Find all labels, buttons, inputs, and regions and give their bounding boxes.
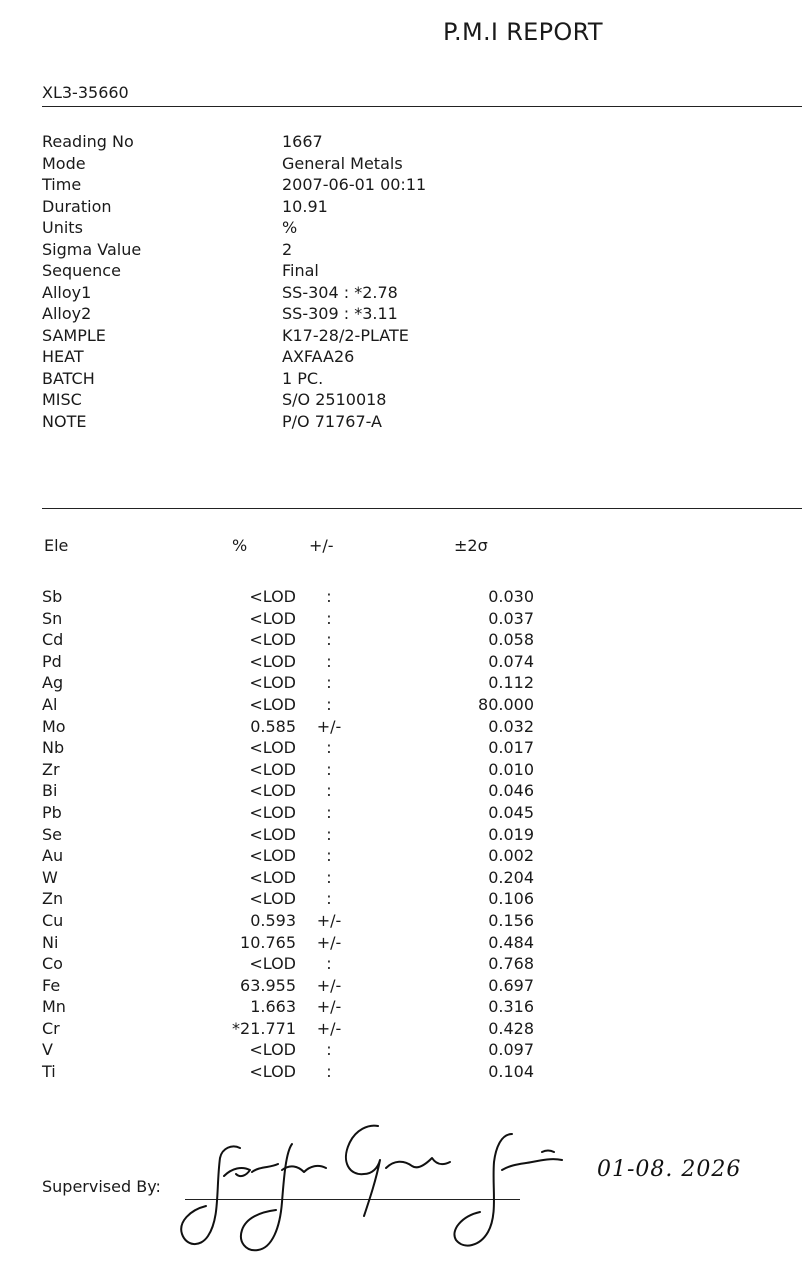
table-row: [42, 910, 534, 932]
table-row: [42, 953, 534, 975]
detail-value: SS-304 : *2.78: [282, 282, 398, 302]
element-cell: Pb: [42, 802, 62, 822]
table-row: [42, 996, 534, 1018]
two-sigma-cell: 0.032: [488, 716, 534, 736]
percent-cell: <LOD: [249, 802, 296, 822]
table-row: [42, 1061, 534, 1083]
plus-minus-cell: :: [326, 802, 332, 822]
instrument-id: XL3-35660: [42, 83, 129, 102]
two-sigma-cell: 0.428: [488, 1018, 534, 1038]
plus-minus-cell: +/-: [316, 716, 342, 736]
plus-minus-cell: :: [326, 673, 332, 693]
table-row: [42, 672, 534, 694]
element-cell: Ni: [42, 932, 59, 952]
table-row: [42, 608, 534, 630]
element-cell: Zr: [42, 759, 60, 779]
element-cell: Cr: [42, 1018, 60, 1038]
percent-cell: <LOD: [249, 867, 296, 887]
two-sigma-cell: 80.000: [478, 694, 534, 714]
detail-row: [42, 368, 426, 390]
detail-row: [42, 217, 426, 239]
detail-label: Mode: [42, 153, 86, 173]
detail-label: Units: [42, 218, 83, 237]
detail-label: HEAT: [42, 347, 84, 366]
detail-label: MISC: [42, 390, 82, 409]
element-cell: Se: [42, 824, 62, 844]
percent-cell: <LOD: [249, 738, 296, 758]
percent-cell: <LOD: [249, 846, 296, 866]
plus-minus-cell: :: [326, 759, 332, 779]
two-sigma-cell: 0.074: [488, 651, 534, 671]
two-sigma-cell: 0.097: [488, 1040, 534, 1060]
table-body: [42, 586, 534, 1083]
two-sigma-cell: 0.046: [488, 781, 534, 801]
handwritten-signature: [180, 1118, 580, 1253]
detail-label: Duration: [42, 196, 112, 216]
percent-cell: <LOD: [249, 889, 296, 909]
plus-minus-cell: +/-: [316, 910, 342, 930]
table-row: [42, 586, 534, 608]
two-sigma-cell: 0.112: [488, 673, 534, 693]
two-sigma-cell: 0.058: [488, 630, 534, 650]
percent-cell: <LOD: [249, 1062, 296, 1082]
table-row: [42, 780, 534, 802]
divider-middle: [42, 508, 802, 509]
element-cell: Zn: [42, 889, 64, 909]
two-sigma-cell: 0.697: [488, 975, 534, 995]
plus-minus-cell: +/-: [316, 1018, 342, 1038]
table-row: [42, 888, 534, 910]
table-row: [42, 975, 534, 997]
detail-value: P/O 71767-A: [282, 411, 382, 431]
plus-minus-cell: :: [326, 738, 332, 758]
plus-minus-cell: :: [326, 694, 332, 714]
plus-minus-cell: +/-: [316, 975, 342, 995]
detail-value: SS-309 : *3.11: [282, 304, 398, 323]
detail-row: [42, 325, 426, 347]
percent-cell: <LOD: [249, 587, 296, 606]
element-cell: Co: [42, 954, 63, 974]
detail-label: Sequence: [42, 261, 121, 280]
detail-value: 10.91: [282, 196, 328, 216]
two-sigma-cell: 0.017: [488, 738, 534, 758]
element-cell: W: [42, 867, 58, 887]
two-sigma-cell: 0.037: [488, 608, 534, 628]
element-cell: Cd: [42, 630, 64, 650]
percent-cell: <LOD: [249, 824, 296, 844]
detail-value: Final: [282, 261, 319, 280]
detail-label: Reading No: [42, 132, 134, 151]
handwritten-date: 01-08. 2026: [597, 1157, 742, 1182]
element-cell: Bi: [42, 781, 58, 801]
two-sigma-cell: 0.316: [488, 997, 534, 1017]
table-row: [42, 651, 534, 673]
percent-cell: 0.593: [250, 910, 296, 930]
table-row: [42, 802, 534, 824]
percent-cell: <LOD: [249, 608, 296, 628]
header-two-sigma: ±2σ: [454, 536, 488, 555]
table-row: [42, 1018, 534, 1040]
detail-label: Alloy2: [42, 304, 92, 323]
element-cell: Ag: [42, 673, 64, 693]
two-sigma-cell: 0.002: [488, 846, 534, 866]
table-row: [42, 694, 534, 716]
percent-cell: 63.955: [240, 975, 296, 995]
two-sigma-cell: 0.045: [488, 802, 534, 822]
table-row: [42, 845, 534, 867]
detail-label: Sigma Value: [42, 239, 142, 259]
divider-top: [42, 106, 802, 107]
detail-value: 1667: [282, 132, 323, 151]
percent-cell: <LOD: [249, 759, 296, 779]
percent-cell: 1.663: [250, 997, 296, 1017]
plus-minus-cell: :: [326, 630, 332, 650]
element-cell: Sn: [42, 608, 63, 628]
two-sigma-cell: 0.010: [488, 759, 534, 779]
percent-cell: <LOD: [249, 781, 296, 801]
report-title: P.M.I REPORT: [443, 18, 603, 46]
two-sigma-cell: 0.030: [488, 587, 534, 606]
element-cell: V: [42, 1040, 53, 1060]
two-sigma-cell: 0.106: [488, 889, 534, 909]
detail-label: Alloy1: [42, 282, 92, 302]
percent-cell: <LOD: [249, 630, 296, 650]
element-cell: Au: [42, 846, 64, 866]
plus-minus-cell: :: [326, 587, 332, 606]
table-row: [42, 737, 534, 759]
header-element: Ele: [44, 536, 69, 555]
plus-minus-cell: :: [326, 824, 332, 844]
percent-cell: *21.771: [232, 1018, 296, 1038]
two-sigma-cell: 0.484: [488, 932, 534, 952]
detail-value: K17-28/2-PLATE: [282, 325, 409, 345]
detail-row: [42, 389, 426, 411]
percent-cell: <LOD: [249, 694, 296, 714]
percent-cell: 10.765: [240, 932, 296, 952]
element-cell: Pd: [42, 651, 62, 671]
detail-value: %: [282, 218, 298, 237]
reading-details: [42, 131, 426, 432]
table-row: [42, 932, 534, 954]
element-cell: Sb: [42, 587, 63, 606]
detail-row: [42, 174, 426, 196]
detail-label: Time: [42, 175, 82, 194]
plus-minus-cell: :: [326, 1040, 332, 1060]
detail-label: NOTE: [42, 411, 87, 431]
detail-value: S/O 2510018: [282, 390, 387, 409]
element-cell: Al: [42, 694, 58, 714]
element-cell: Mn: [42, 997, 66, 1017]
table-row: [42, 824, 534, 846]
table-row: [42, 716, 534, 738]
supervised-by-label: Supervised By:: [42, 1177, 161, 1196]
plus-minus-cell: :: [326, 954, 332, 974]
detail-row: [42, 303, 426, 325]
detail-row: [42, 196, 426, 218]
detail-row: [42, 153, 426, 175]
detail-value: 2: [282, 239, 293, 259]
detail-row: [42, 239, 426, 261]
detail-value: General Metals: [282, 153, 403, 173]
header-percent: %: [232, 536, 248, 555]
table-row: [42, 629, 534, 651]
percent-cell: <LOD: [249, 673, 296, 693]
table-row: [42, 759, 534, 781]
two-sigma-cell: 0.768: [488, 954, 534, 974]
plus-minus-cell: :: [326, 1062, 332, 1082]
percent-cell: 0.585: [250, 716, 296, 736]
plus-minus-cell: :: [326, 651, 332, 671]
element-cell: Fe: [42, 975, 61, 995]
detail-row: [42, 260, 426, 282]
two-sigma-cell: 0.156: [488, 910, 534, 930]
two-sigma-cell: 0.204: [488, 867, 534, 887]
plus-minus-cell: :: [326, 781, 332, 801]
table-row: [42, 867, 534, 889]
detail-row: [42, 282, 426, 304]
element-cell: Mo: [42, 716, 66, 736]
header-plus-minus: +/-: [309, 536, 334, 555]
detail-value: AXFAA26: [282, 347, 355, 366]
element-cell: Nb: [42, 738, 65, 758]
detail-row: [42, 411, 426, 433]
plus-minus-cell: :: [326, 608, 332, 628]
plus-minus-cell: +/-: [316, 997, 342, 1017]
two-sigma-cell: 0.019: [488, 824, 534, 844]
detail-label: SAMPLE: [42, 325, 106, 345]
plus-minus-cell: :: [326, 846, 332, 866]
detail-value: 2007-06-01 00:11: [282, 175, 427, 194]
table-row: [42, 1039, 534, 1061]
percent-cell: <LOD: [249, 954, 296, 974]
plus-minus-cell: :: [326, 889, 332, 909]
detail-row: [42, 131, 426, 153]
plus-minus-cell: +/-: [316, 932, 342, 952]
two-sigma-cell: 0.104: [488, 1062, 534, 1082]
percent-cell: <LOD: [249, 1040, 296, 1060]
detail-row: [42, 346, 426, 368]
element-cell: Ti: [42, 1062, 56, 1082]
detail-label: BATCH: [42, 368, 95, 388]
element-cell: Cu: [42, 910, 64, 930]
plus-minus-cell: :: [326, 867, 332, 887]
percent-cell: <LOD: [249, 651, 296, 671]
detail-value: 1 PC.: [282, 368, 324, 388]
